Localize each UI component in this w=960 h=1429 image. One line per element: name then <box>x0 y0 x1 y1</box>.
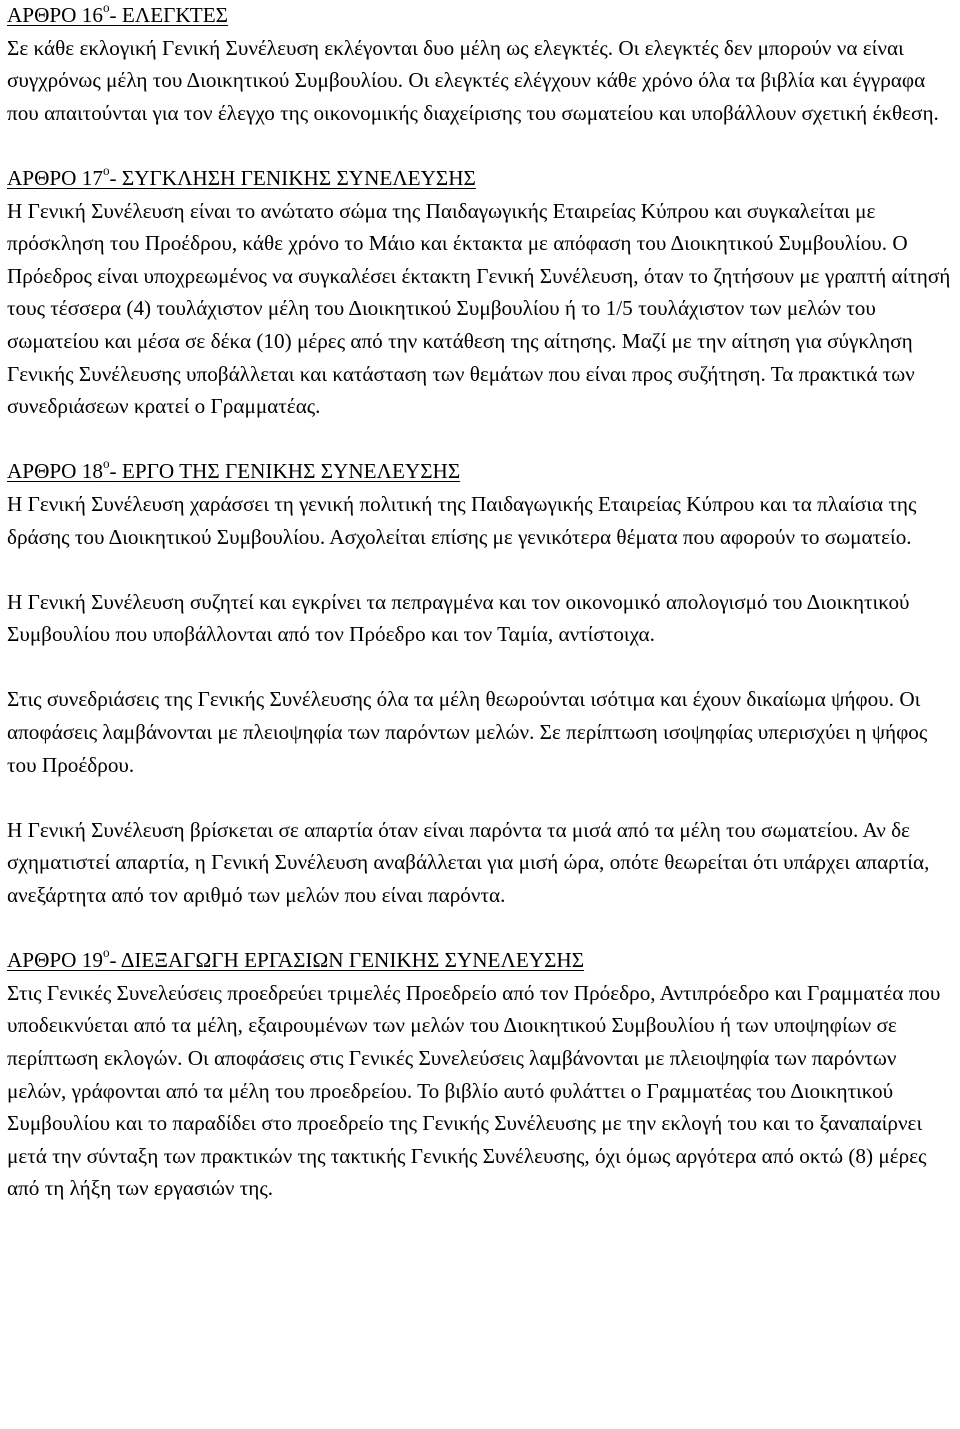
article-18-paragraph-1: Η Γενική Συνέλευση χαράσσει τη γενική πολιτική της Παιδαγωγικής Εταιρείας Κύπρου και τα πλαίσια της δράσης του Διοικητικού Συμβουλίου. Ασχολείται επίσης με γενικότερα θέματα που αφορούν το σωματείο. <box>7 491 917 549</box>
article-17-heading-prefix: ΑΡΘΡΟ 17 <box>7 165 103 190</box>
article-18-paragraph-4: Η Γενική Συνέλευση βρίσκεται σε απαρτία όταν είναι παρόντα τα μισά από τα μέλη του σωματείου. Αν δε σχηματιστεί απαρτία, η Γενική Συνέλευση αναβάλλεται για μισή ώρα, οπότε θεωρείται ότι υπάρχει απαρτία, ανεξάρτητα από τον αριθμό των μελών που είναι παρόντα. <box>7 817 930 908</box>
article-18-heading-ordinal: ο <box>102 456 110 472</box>
article-18-paragraph-3: Στις συνεδριάσεις της Γενικής Συνέλευσης όλα τα μέλη θεωρούνται ισότιμα και έχουν δικαίωμα ψήφου. Οι αποφάσεις λαμβάνονται με πλειοψηφία των παρόντων μελών. Σε περίπτωση ισοψηφίας υπερισχύει η ψήφος του Προέδρου. <box>7 687 928 777</box>
article-16-heading <box>7 0 954 32</box>
article-18-paragraph-2: Η Γενική Συνέλευση συζητεί και εγκρίνει τα πεπραγμένα και τον οικονομικό απολογισμό του Διοικητικού Συμβουλίου που υποβάλλονται από τον Πρόεδρο και τον Ταμία, αντίστοιχα. <box>7 589 910 647</box>
article-19-heading <box>7 944 954 977</box>
article-16 <box>7 0 954 129</box>
article-18-heading <box>7 455 954 488</box>
article-17 <box>7 162 954 423</box>
article-19 <box>7 944 954 1205</box>
article-17-heading <box>7 162 954 195</box>
article-17-heading-ordinal: ο <box>102 163 110 179</box>
article-18-heading-title: - ΕΡΓΟ ΤΗΣ ΓΕΝΙΚΗΣ ΣΥΝΕΛΕΥΣΗΣ <box>109 459 461 484</box>
article-18-heading-prefix: ΑΡΘΡΟ 18 <box>7 459 103 484</box>
article-16-heading-ordinal: ο <box>102 0 110 16</box>
article-16-heading-prefix: ΑΡΘΡΟ 16 <box>7 3 103 27</box>
article-19-heading-prefix: ΑΡΘΡΟ 19 <box>7 948 103 973</box>
article-19-heading-ordinal: ο <box>102 945 110 961</box>
article-17-heading-title: - ΣΥΓΚΛΗΣΗ ΓΕΝΙΚΗΣ ΣΥΝΕΛΕΥΣΗΣ <box>109 165 476 190</box>
article-18 <box>7 455 954 911</box>
article-17-paragraph-1: Η Γενική Συνέλευση είναι το ανώτατο σώμα της Παιδαγωγικής Εταιρείας Κύπρου και συγκαλείται με πρόσκληση του Προέδρου, κάθε χρόνο το Μάιο και έκτακτα με απόφαση του Διοικητικού Συμβουλίου. Ο Πρόεδρος είναι υποχρεωμένος να συγκαλέσει έκτακτη Γενική Συνέλευση, όταν το ζητήσουν με γραπτή αίτησή τους τέσσερα (4) τουλάχιστον μέλη του Διοικητικού Συμβουλίου ή το 1/5 τουλάχιστον των μελών του σωματείου και μέσα σε δέκα (10) μέρες από την κατάθεση της αίτησης. Μαζί με την αίτηση για σύγκληση Γενικής Συνέλευσης υποβάλλεται και κατάσταση των θεμάτων που είναι προς συζήτηση. Τα πρακτικά των συνεδριάσεων κρατεί ο Γραμματέας. <box>7 198 951 419</box>
article-19-paragraph-1: Στις Γενικές Συνελεύσεις προεδρεύει τριμελές Προεδρείο από τον Πρόεδρο, Αντιπρόεδρο και Γραμματέα που υποδεικνύεται από τα μέλη, εξαιρουμένων των μελών του Διοικητικού Συμβουλίου ή των υποψηφίων σε περίπτωση εκλογών. Οι αποφάσεις στις Γενικές Συνελεύσεις λαμβάνονται με πλειοψηφία των παρόντων μελών, γράφονται από τα μέλη του προεδρείου. Το βιβλίο αυτό φυλάττει ο Γραμματέας του Διοικητικού Συμβουλίου και το παραδίδει στο προεδρείο της Γενικής Συνέλευσης με την εκλογή του και το ξαναπαίρνει μετά την σύνταξη των πρακτικών της τακτικής Γενικής Συνέλευσης, όχι όμως αργότερα από οκτώ (8) μέρες από τη λήξη των εργασιών της. <box>7 980 941 1201</box>
article-19-heading-title: - ΔΙΕΞΑΓΩΓΗ ΕΡΓΑΣΙΩΝ ΓΕΝΙΚΗΣ ΣΥΝΕΛΕΥΣΗΣ <box>109 948 585 973</box>
article-16-paragraph-1: Σε κάθε εκλογική Γενική Συνέλευση εκλέγονται δυο μέλη ως ελεγκτές. Οι ελεγκτές δεν μπορούν να είναι συγχρόνως μέλη του Διοικητικού Συμβουλίου. Οι ελεγκτές ελέγχουν κάθε χρόνο όλα τα βιβλία και έγγραφα που απαιτούνται για τον έλεγχο της οικονομικής διαχείρισης του σωματείου και υποβάλλουν σχετική έκθεση. <box>7 35 939 125</box>
article-16-heading-title: - ΕΛΕΓΚΤΕΣ <box>109 3 228 27</box>
